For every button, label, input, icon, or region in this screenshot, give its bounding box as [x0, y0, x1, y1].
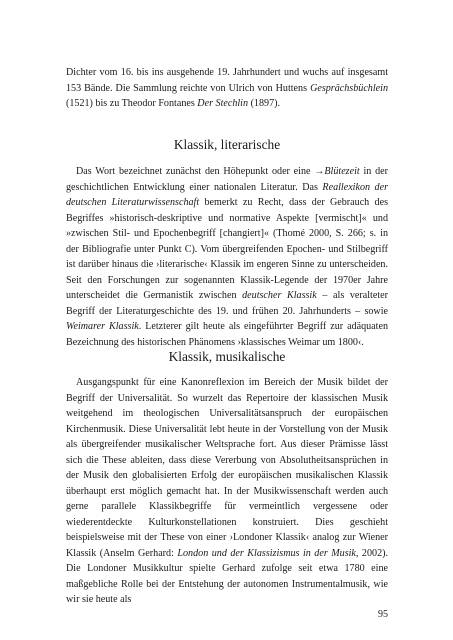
body-text-run: Ausgangspunkt für eine Kanonreflexion im Bereich der Musik bildet der Begriff der Universalität. So wurzelt das Repertoire der klassischen Musik weitgehend im theologischen Universalitätsanspruch der europäischen Kirchenmusik. Diese Universalität lebt heute in der Vorstellung von der Musik als übergreifender musikalischer Weltsprache fort. Aus dieser Prämisse lässt sich die These ableiten, dass diese Vererbung von Absolutheitsansprüchen in der Musik den globalisierten Erfolg der europäischen musikalischen Klassik überhaupt erst möglich gemacht hat. In der Musikwissenschaft werden auch gerne parallele Klassikbegriffe für vermeintlich vergessene oder wiederentdeckte Kulturkonstellationen konstruiert. Dies geschieht beispielsweise mit der These von einer ›Londoner Klassik‹ analog zur Wiener Klassik (Anselm Gerhard:: [66, 377, 388, 559]
body-text-run: . Letzterer gilt heute als eingeführter Begriff zur adäquaten Bezeichnung des historischen Phänomens ›klassisches Weimar um 1800‹.: [66, 321, 388, 348]
paragraph-continued: [66, 65, 388, 112]
body-text-run: in der geschichtlichen Entwicklung einer nationalen Literatur. Das: [66, 166, 388, 193]
italic-title-text: Gesprächsbüchlein: [310, 82, 388, 94]
italic-title-text: Weimarer Klassik: [66, 321, 139, 332]
paragraph-klassik-musikalische: [66, 375, 388, 608]
section-heading-musikalische: Klassik, musikalische: [168, 349, 286, 364]
page-number: 95: [378, 609, 388, 620]
italic-title-text: London und der Klassizismus in der Musik: [177, 547, 356, 559]
body-text-run: Das Wort bezeichnet zunächst den Höhepunkt oder eine →: [76, 166, 325, 177]
body-text-run: Dichter vom 16. bis ins ausgehende 19. Jahrhundert und wuchs auf insgesamt 153 Bände. Die Sammlung reichte von Ulrich von Huttens: [66, 67, 388, 94]
body-text-run: , 2002). Die Londoner Musikkultur spielte Gerhard zufolge seit etwa 1780 eine maßgebliche Rolle bei der Entstehung der autonomen Instrumentalmusik, wie wir sie heute als: [66, 547, 389, 605]
body-text-run: bemerkt zu Recht, dass der Gebrauch des Begriffes »historisch-deskriptive und normative Aspekte [vermischt]« und »zwischen Stil- und Epochenbegriff [changiert]« (Thomé 2000, S. 266; s. in der Bibliografie unter Punkt C). Vom übergreifenden Epochen- und Stilbegriff ist darüber hinaus die ›literarische‹ Klassik im engeren Sinne zu unterscheiden. Seit den Forschungen zur sogenannten Klassik-Legende der 1970er Jahre unterscheidet die Germanistik zwischen: [66, 197, 388, 301]
body-text-run: (1897).: [248, 98, 281, 109]
italic-title-text: Reallexikon der deutschen Literaturwissenschaft: [66, 181, 388, 208]
body-text-run: (1521) bis zu Theodor Fontanes: [66, 98, 198, 109]
italic-title-text: Der Stechlin: [197, 98, 249, 109]
section-heading-literarische: Klassik, literarische: [173, 137, 281, 152]
italic-title-text: deutscher Klassik: [242, 290, 317, 301]
italic-title-text: Blütezeit: [324, 166, 360, 177]
paragraph-klassik-literarische: [66, 164, 388, 350]
body-text-run: – als veralteter Begriff der Literaturgeschichte des 19. und frühen 20. Jahrhunderts – sowie: [66, 290, 388, 317]
